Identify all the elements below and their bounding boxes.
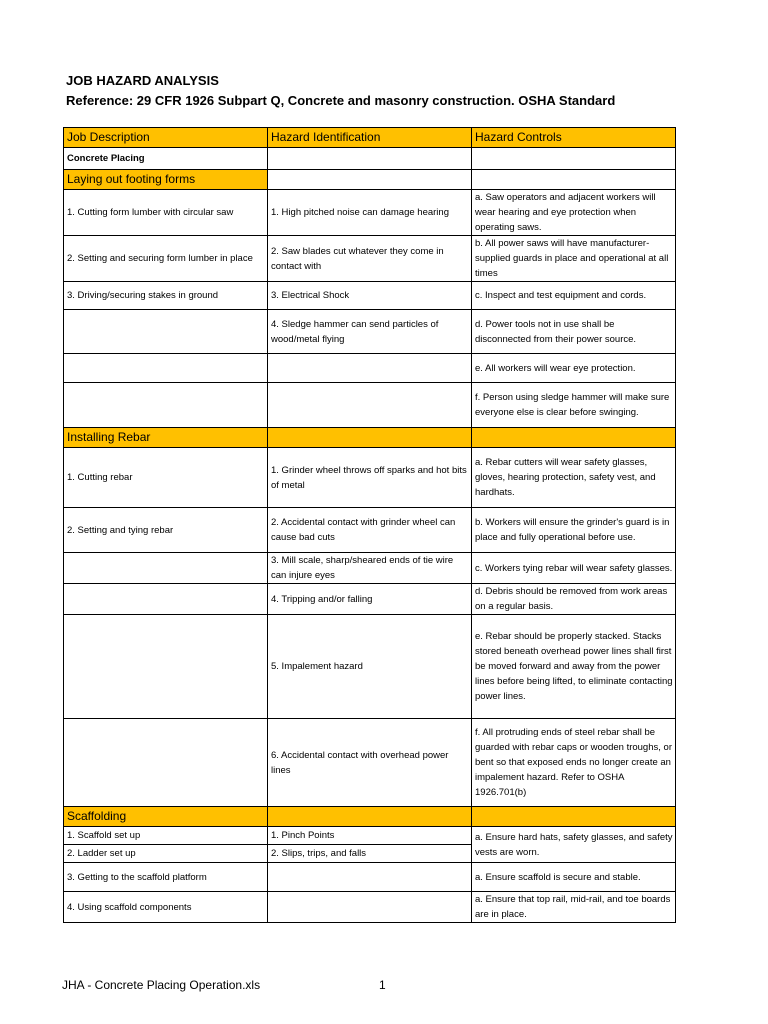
- hazard-cell: 2. Accidental contact with grinder wheel can cause bad cuts: [268, 508, 472, 553]
- table-row: [64, 236, 676, 282]
- job-cell: 2. Ladder set up: [64, 845, 268, 863]
- document-title: JOB HAZARD ANALYSIS: [66, 73, 219, 88]
- table-row: [64, 354, 676, 383]
- job-cell: 1. Cutting rebar: [64, 448, 268, 508]
- hazard-cell: [268, 863, 472, 892]
- section-header-row: [64, 807, 676, 827]
- main-title: Concrete Placing: [64, 148, 268, 170]
- control-cell: a. Saw operators and adjacent workers will wear hearing and eye protection when operating saws.: [472, 190, 676, 236]
- hazard-analysis-table: [63, 127, 676, 923]
- section-empty-cell: [268, 170, 472, 190]
- table-row: [64, 615, 676, 719]
- job-cell: 2. Setting and tying rebar: [64, 508, 268, 553]
- job-cell: 1. Scaffold set up: [64, 827, 268, 845]
- table-row: [64, 719, 676, 807]
- control-cell: a. Ensure that top rail, mid-rail, and toe boards are in place.: [472, 892, 676, 923]
- job-cell: 1. Cutting form lumber with circular saw: [64, 190, 268, 236]
- control-cell: a. Ensure hard hats, safety glasses, and safety vests are worn.: [472, 827, 676, 863]
- table-row: [64, 282, 676, 310]
- footer-page-number: 1: [379, 978, 386, 992]
- hazard-cell: 6. Accidental contact with overhead power lines: [268, 719, 472, 807]
- table-row: [64, 383, 676, 428]
- table-row: [64, 553, 676, 584]
- hazard-cell: 4. Sledge hammer can send particles of wood/metal flying: [268, 310, 472, 354]
- job-cell: [64, 354, 268, 383]
- section-title: Installing Rebar: [64, 428, 268, 448]
- hazard-cell: 3. Mill scale, sharp/sheared ends of tie wire can injure eyes: [268, 553, 472, 584]
- document-reference: Reference: 29 CFR 1926 Subpart Q, Concrete and masonry construction. OSHA Standard: [66, 93, 616, 108]
- main-title-empty-cell: [472, 148, 676, 170]
- job-cell: [64, 310, 268, 354]
- table-row: [64, 863, 676, 892]
- section-empty-cell: [268, 807, 472, 827]
- column-header-controls: Hazard Controls: [472, 128, 676, 148]
- control-cell: b. All power saws will have manufacturer-supplied guards in place and operational at all times: [472, 236, 676, 282]
- hazard-cell: [268, 354, 472, 383]
- table-row: [64, 892, 676, 923]
- hazard-cell: 4. Tripping and/or falling: [268, 584, 472, 615]
- footer-filename: JHA - Concrete Placing Operation.xls: [62, 978, 261, 992]
- job-cell: [64, 383, 268, 428]
- section-empty-cell: [472, 170, 676, 190]
- control-cell: e. Rebar should be properly stacked. Stacks stored beneath overhead power lines shall first be moved forward and away from the power lines before being lifted, to eliminate contacting power lines.: [472, 615, 676, 719]
- table-row: [64, 584, 676, 615]
- hazard-cell: 1. Grinder wheel throws off sparks and hot bits of metal: [268, 448, 472, 508]
- column-header-job: Job Description: [64, 128, 268, 148]
- main-title-row: [64, 148, 676, 170]
- control-cell: a. Ensure scaffold is secure and stable.: [472, 863, 676, 892]
- control-cell: e. All workers will wear eye protection.: [472, 354, 676, 383]
- main-title-empty-cell: [268, 148, 472, 170]
- hazard-cell: 1. High pitched noise can damage hearing: [268, 190, 472, 236]
- hazard-cell: 1. Pinch Points: [268, 827, 472, 845]
- job-cell: [64, 719, 268, 807]
- table-row: [64, 508, 676, 553]
- hazard-cell: 2. Slips, trips, and falls: [268, 845, 472, 863]
- hazard-cell: [268, 892, 472, 923]
- control-cell: f. All protruding ends of steel rebar shall be guarded with rebar caps or wooden troughs, or bent so that exposed ends no longer create an impalement hazard. Refer to OSHA 1926.701(b): [472, 719, 676, 807]
- control-cell: d. Power tools not in use shall be disconnected from their power source.: [472, 310, 676, 354]
- table-row: [64, 448, 676, 508]
- control-cell: c. Workers tying rebar will wear safety glasses.: [472, 553, 676, 584]
- section-title: Laying out footing forms: [64, 170, 268, 190]
- job-cell: [64, 584, 268, 615]
- hazard-cell: 5. Impalement hazard: [268, 615, 472, 719]
- control-cell: b. Workers will ensure the grinder's guard is in place and fully operational before use.: [472, 508, 676, 553]
- job-cell: 3. Driving/securing stakes in ground: [64, 282, 268, 310]
- control-cell: c. Inspect and test equipment and cords.: [472, 282, 676, 310]
- hazard-cell: 3. Electrical Shock: [268, 282, 472, 310]
- section-header-row: [64, 170, 676, 190]
- table-row: [64, 310, 676, 354]
- hazard-cell: [268, 383, 472, 428]
- table-row: [64, 190, 676, 236]
- job-cell: [64, 553, 268, 584]
- section-empty-cell: [268, 428, 472, 448]
- section-header-row: [64, 428, 676, 448]
- table-row: [64, 827, 676, 845]
- column-header-row: [64, 128, 676, 148]
- section-empty-cell: [472, 428, 676, 448]
- section-empty-cell: [472, 807, 676, 827]
- job-cell: 4. Using scaffold components: [64, 892, 268, 923]
- control-cell: d. Debris should be removed from work areas on a regular basis.: [472, 584, 676, 615]
- job-cell: 2. Setting and securing form lumber in place: [64, 236, 268, 282]
- job-cell: [64, 615, 268, 719]
- column-header-hazard: Hazard Identification: [268, 128, 472, 148]
- hazard-cell: 2. Saw blades cut whatever they come in contact with: [268, 236, 472, 282]
- control-cell: f. Person using sledge hammer will make sure everyone else is clear before swinging.: [472, 383, 676, 428]
- section-title: Scaffolding: [64, 807, 268, 827]
- job-cell: 3. Getting to the scaffold platform: [64, 863, 268, 892]
- control-cell: a. Rebar cutters will wear safety glasses, gloves, hearing protection, safety vest, and hardhats.: [472, 448, 676, 508]
